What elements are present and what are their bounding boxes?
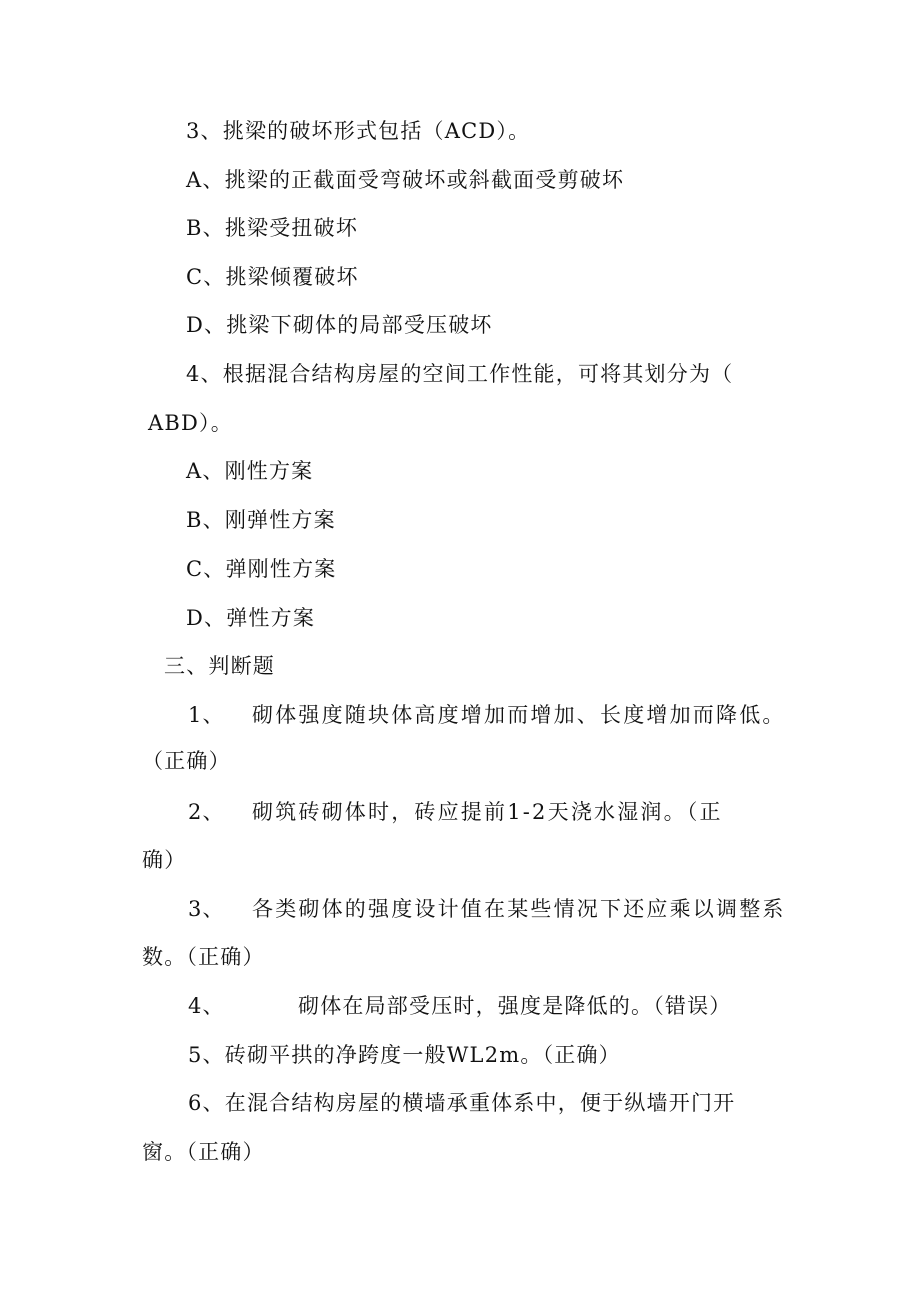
q4-option-c: C、弹刚性方案 [186, 557, 337, 581]
judge-item-5-text: 5、砖砌平拱的净跨度一般WL2m。（正确） [188, 1043, 621, 1067]
q4-stem-line1: 4、根据混合结构房屋的空间工作性能，可将其划分为（ [186, 362, 734, 386]
judge-item-3-text: 各类砌体的强度设计值在某些情况下还应乘以调整系 [252, 897, 786, 921]
judge-item-4-text: 砌体在局部受压时，强度是降低的。（错误） [298, 994, 732, 1018]
q3-option-c: C、挑梁倾覆破坏 [186, 265, 359, 289]
q4-option-d: D、弹性方案 [186, 606, 316, 630]
judge-item-2-num: 2、 [188, 800, 225, 824]
judge-item-6-text: 6、在混合结构房屋的横墙承重体系中，便于纵墙开门开 [188, 1091, 736, 1115]
section-heading: 三、判断题 [164, 654, 275, 678]
judge-item-6-cont: 窗。（正确） [142, 1140, 265, 1164]
q4-option-a: A、刚性方案 [186, 459, 314, 483]
judge-item-3-num: 3、 [188, 897, 225, 921]
judge-item-2-text: 砌筑砖砌体时，砖应提前1-2天浇水湿润。（正 [252, 800, 723, 824]
judge-item-3-cont: 数。（正确） [142, 945, 265, 969]
q4-option-b: B、刚弹性方案 [186, 508, 336, 532]
judge-item-4-num: 4、 [188, 994, 225, 1018]
q3-option-d: D、挑梁下砌体的局部受压破坏 [186, 313, 493, 337]
q3-option-a: A、挑梁的正截面受弯破坏或斜截面受剪破坏 [186, 168, 625, 192]
judge-item-1-cont: （正确） [142, 749, 231, 773]
q3-option-b: B、挑梁受扭破坏 [186, 216, 359, 240]
judge-item-1-text: 砌体强度随块体高度增加而增加、长度增加而降低。 [252, 703, 786, 727]
judge-item-1-num: 1、 [188, 703, 225, 727]
judge-item-2-cont: 确） [142, 848, 187, 872]
q3-stem: 3、挑梁的破坏形式包括（ACD）。 [186, 119, 531, 143]
q4-stem-line2: ABD）。 [148, 411, 233, 435]
